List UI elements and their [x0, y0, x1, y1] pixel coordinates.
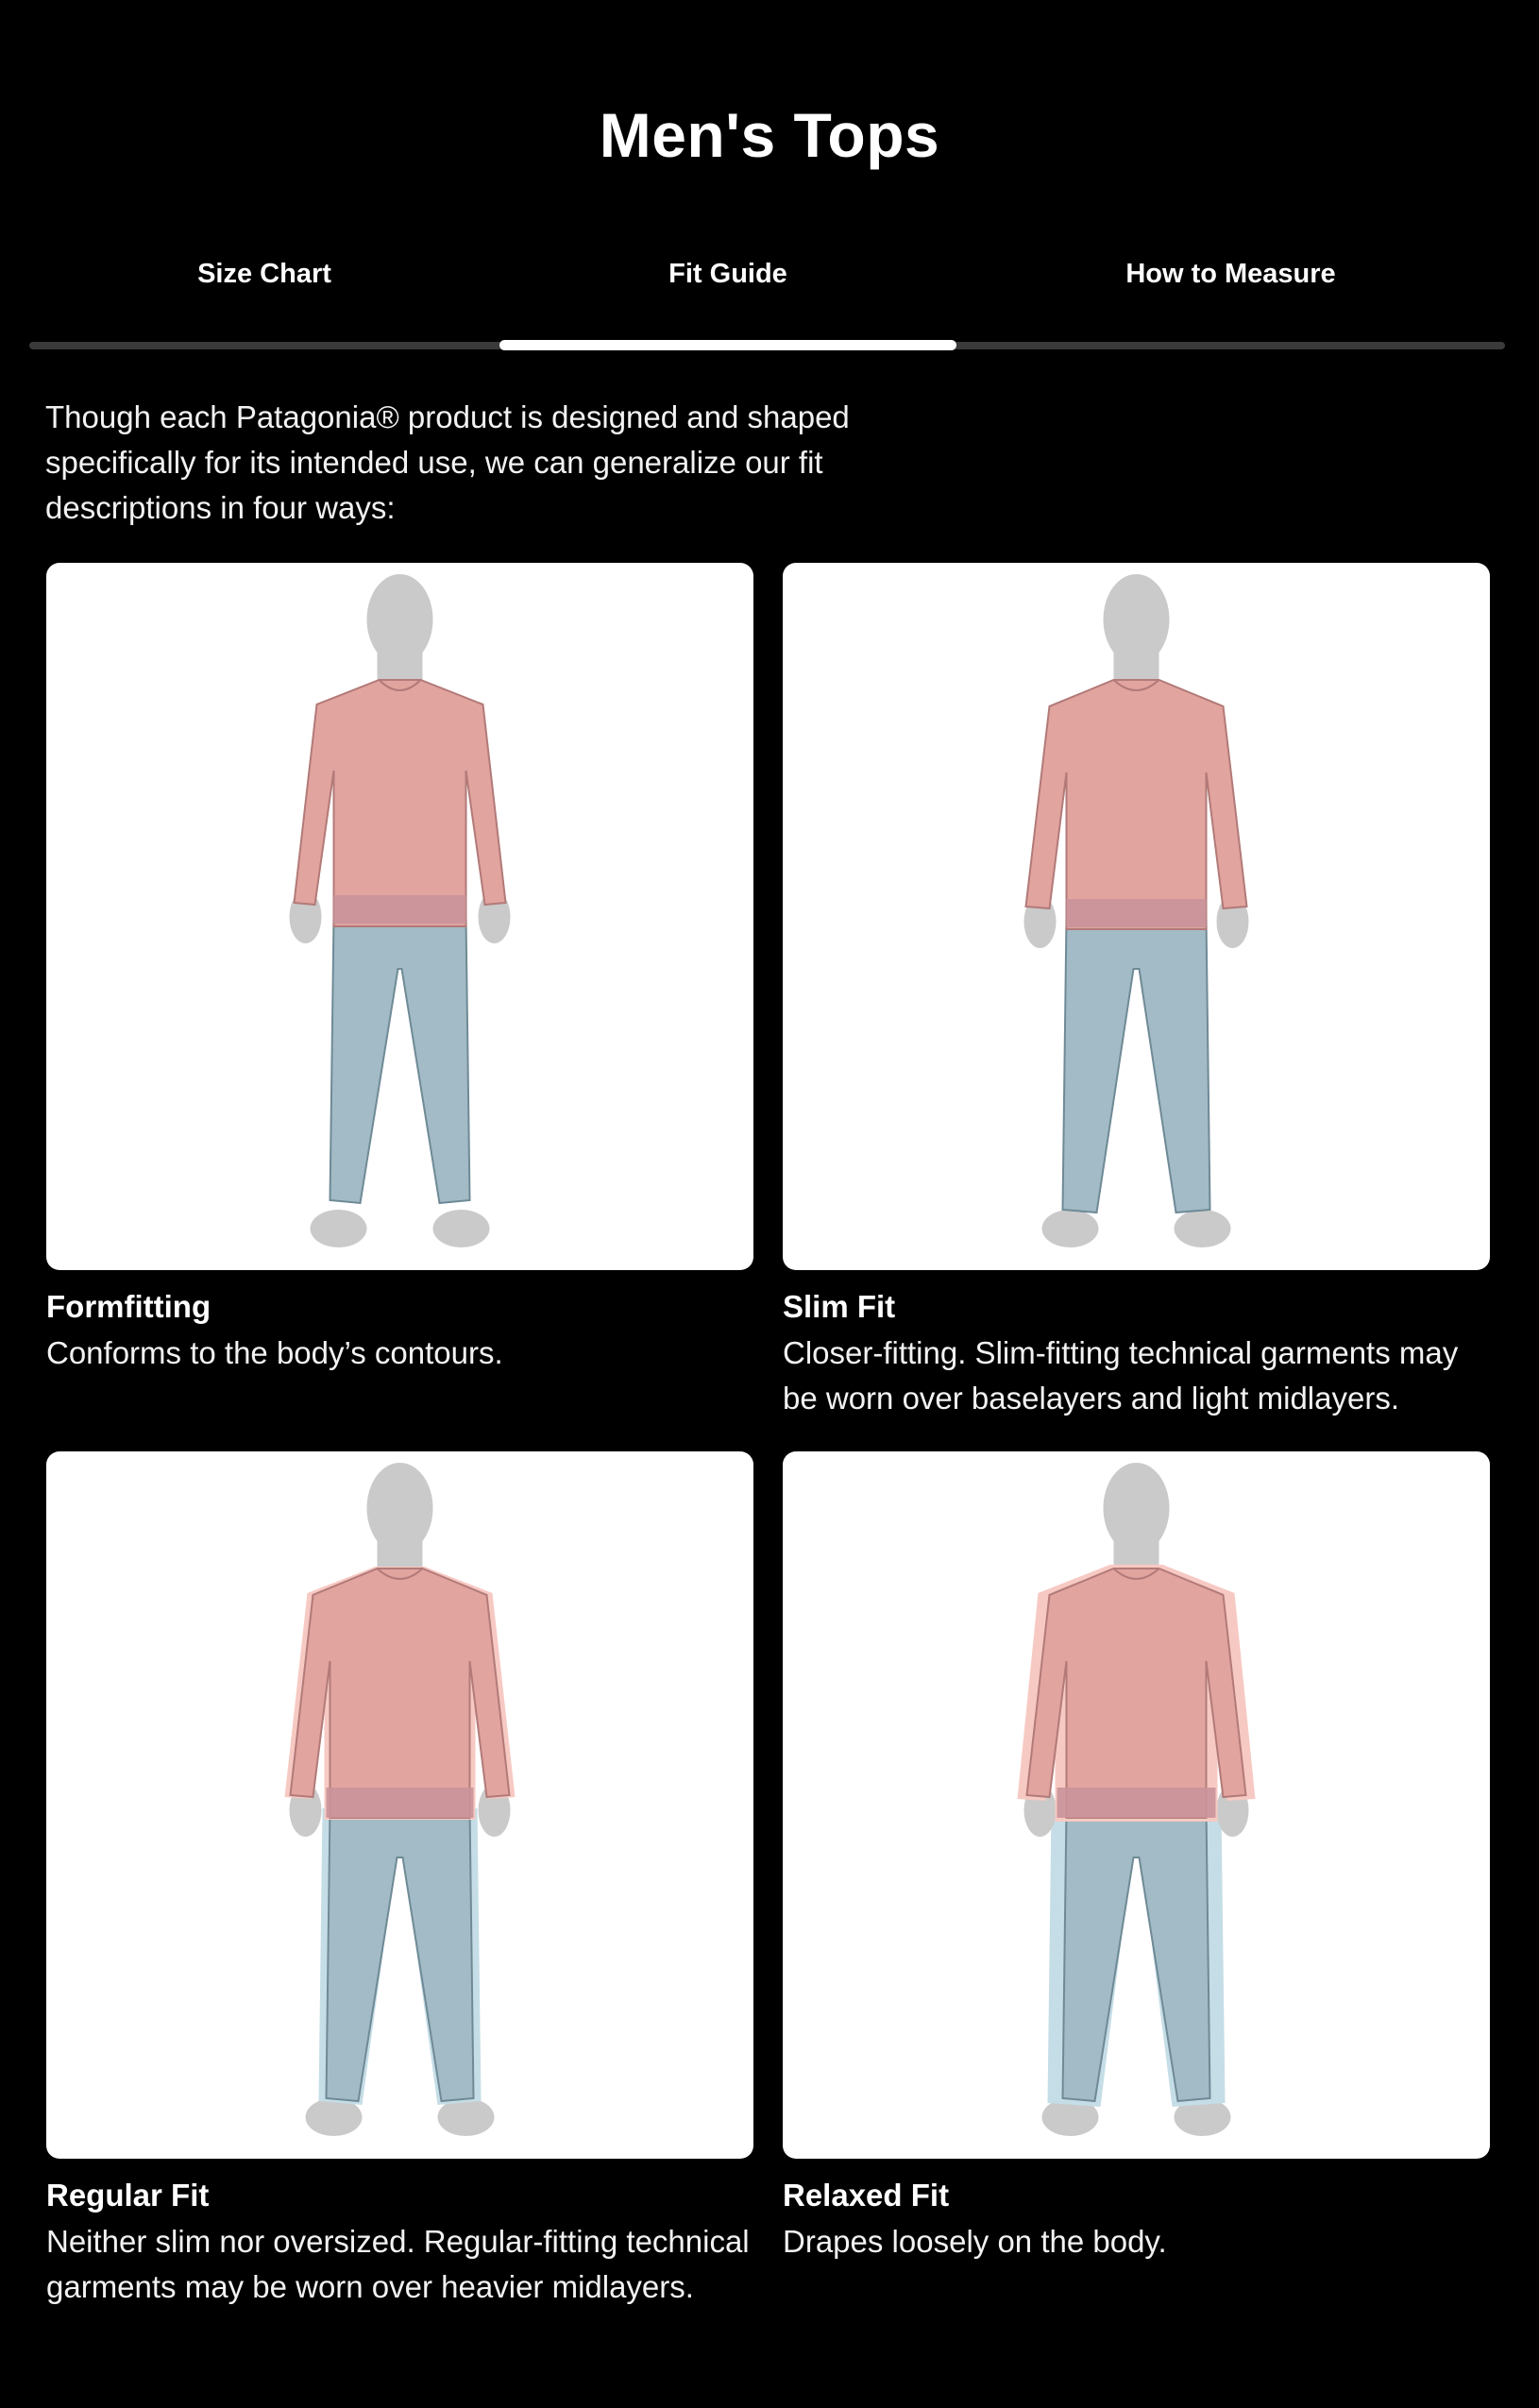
fit-desc-formfitting: Conforms to the body’s contours. [46, 1335, 503, 1370]
intro-text: Though each Patagonia® product is designed and shaped specifically for its intended use, we can generalize our fit descriptions in four ways: [45, 399, 850, 525]
slim-fit-illustration [783, 563, 1490, 1270]
page-title: Men's Tops [599, 100, 940, 170]
figure-slim-fit-icon [783, 563, 1490, 1270]
figure-regular-fit-icon [46, 1451, 753, 2159]
active-tab-indicator [499, 340, 956, 350]
regular-fit-illustration [46, 1451, 753, 2159]
fit-desc-relaxed-fit: Drapes loosely on the body. [783, 2224, 1167, 2259]
relaxed-fit-illustration [783, 1451, 1490, 2159]
figure-formfitting-icon [46, 563, 753, 1270]
fit-title-regular-fit: Regular Fit [46, 2178, 210, 2213]
figure-relaxed-fit-icon [783, 1451, 1490, 2159]
fit-title-formfitting: Formfitting [46, 1289, 211, 1324]
fit-title-relaxed-fit: Relaxed Fit [783, 2178, 950, 2213]
tab-how-to-measure[interactable]: How to Measure [1125, 259, 1336, 289]
fit-desc-slim-fit: Closer-fitting. Slim-fitting technical garments may be worn over baselayers and light midlayers. [783, 1335, 1459, 1416]
fit-title-slim-fit: Slim Fit [783, 1289, 896, 1324]
tab-bar [29, 236, 1505, 353]
tab-size-chart[interactable]: Size Chart [197, 259, 331, 289]
tab-fit-guide[interactable]: Fit Guide [668, 259, 787, 289]
formfitting-illustration [46, 563, 753, 1270]
fit-desc-regular-fit: Neither slim nor oversized. Regular-fitting technical garments may be worn over heavier midlayers. [46, 2224, 750, 2304]
